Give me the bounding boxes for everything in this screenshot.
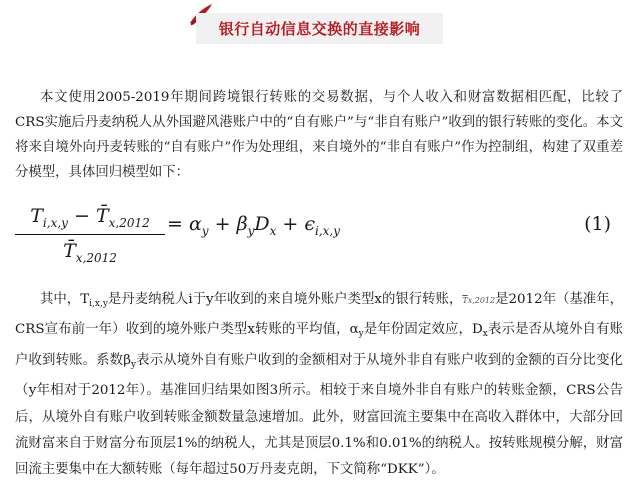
eq-beta: + β bbox=[208, 213, 248, 235]
p2-part-e: 表示是否从境外自有账户收到转账。系数β bbox=[15, 322, 623, 368]
eq-den-tbar-sub: x,2012 bbox=[75, 251, 117, 265]
eq-eps: + ϵ bbox=[276, 213, 315, 235]
p2-d-sub: x bbox=[482, 329, 488, 340]
eq-t: T bbox=[30, 205, 43, 227]
p2-part-f: 表示从境外自有账户收到的金额相对于从境外非自有账户收到的金额的百分比变化（y年相对于2012年）。基准回归结果如图3所示。相较于来自境外非自有账户的转账金额，CRS公告后，从境外自有账户收到转账金额数量急速增加。此外，财富回流主要集中在高收入群体中，大部分回流财富来自于财富分布顶层1%的纳税人，尤其是顶层0.1%和0.01%的纳税人。按转账规模分解，财富回流主要集中在大额转账（每年超过50万丹麦克朗，下文简称“DKK”）。 bbox=[15, 352, 623, 478]
eq-d: D bbox=[254, 213, 270, 235]
p2-alpha-sub: y bbox=[358, 329, 364, 340]
p2-part-b: 是丹麦纳税人i于y年收到的来自境外账户类型x的银行转账， bbox=[107, 292, 463, 307]
p2-tbar bbox=[462, 296, 495, 305]
eq-t-sub: i,x,y bbox=[42, 216, 68, 230]
p2-part-d: 是年份固定效应，D bbox=[363, 322, 483, 338]
eq-den-tbar: T̄ bbox=[63, 240, 76, 262]
eq-tbar-sub: x,2012 bbox=[108, 216, 150, 230]
eq-alpha: = α bbox=[167, 213, 202, 235]
equation-rhs bbox=[167, 213, 340, 238]
eq-eps-sub: i,x,y bbox=[315, 224, 341, 238]
equation-number: (1) bbox=[584, 213, 611, 235]
regression-equation bbox=[15, 196, 623, 271]
p2-part-c: 是2012年（基准年，CRS宣布前一年）收到的境外账户类型x转账的平均值，α bbox=[15, 292, 623, 338]
eq-minus: − bbox=[67, 205, 96, 227]
explanation-paragraph bbox=[15, 287, 623, 484]
intro-paragraph: 本文使用2005-2019年期间跨境银行转账的交易数据，与个人收入和财富数据相匹配，比较了CRS实施后丹麦纳税人从外国避风港账户中的“自有账户”与“非自有账户”收到的银行转账的变化。本文将来自境外向丹麦转账的“自有账户”作为处理组，来自境外的“非自有账户”作为控制组，构建了双重差分模型，具体回归模型如下： bbox=[15, 90, 623, 180]
eq-beta-sub: y bbox=[247, 224, 255, 238]
equation-denominator bbox=[15, 235, 165, 267]
equation-numerator bbox=[15, 196, 165, 232]
equation-fraction bbox=[15, 196, 165, 267]
eq-d-sub: x bbox=[269, 224, 277, 238]
p2-tbar-sub: x,2012 bbox=[467, 296, 496, 305]
p2-t-sub: i,x,y bbox=[89, 299, 108, 309]
p2-tbar-symbol: $\overline{T}$ bbox=[462, 296, 468, 305]
section-heading: 银行自动信息交换的直接影响 bbox=[218, 20, 421, 38]
p2-part-a: 其中，T bbox=[40, 292, 90, 307]
eq-alpha-sub: y bbox=[201, 224, 209, 238]
section-heading-box bbox=[196, 13, 443, 44]
p2-beta-sub: y bbox=[130, 359, 137, 370]
eq-tbar: T̄ bbox=[95, 205, 109, 227]
